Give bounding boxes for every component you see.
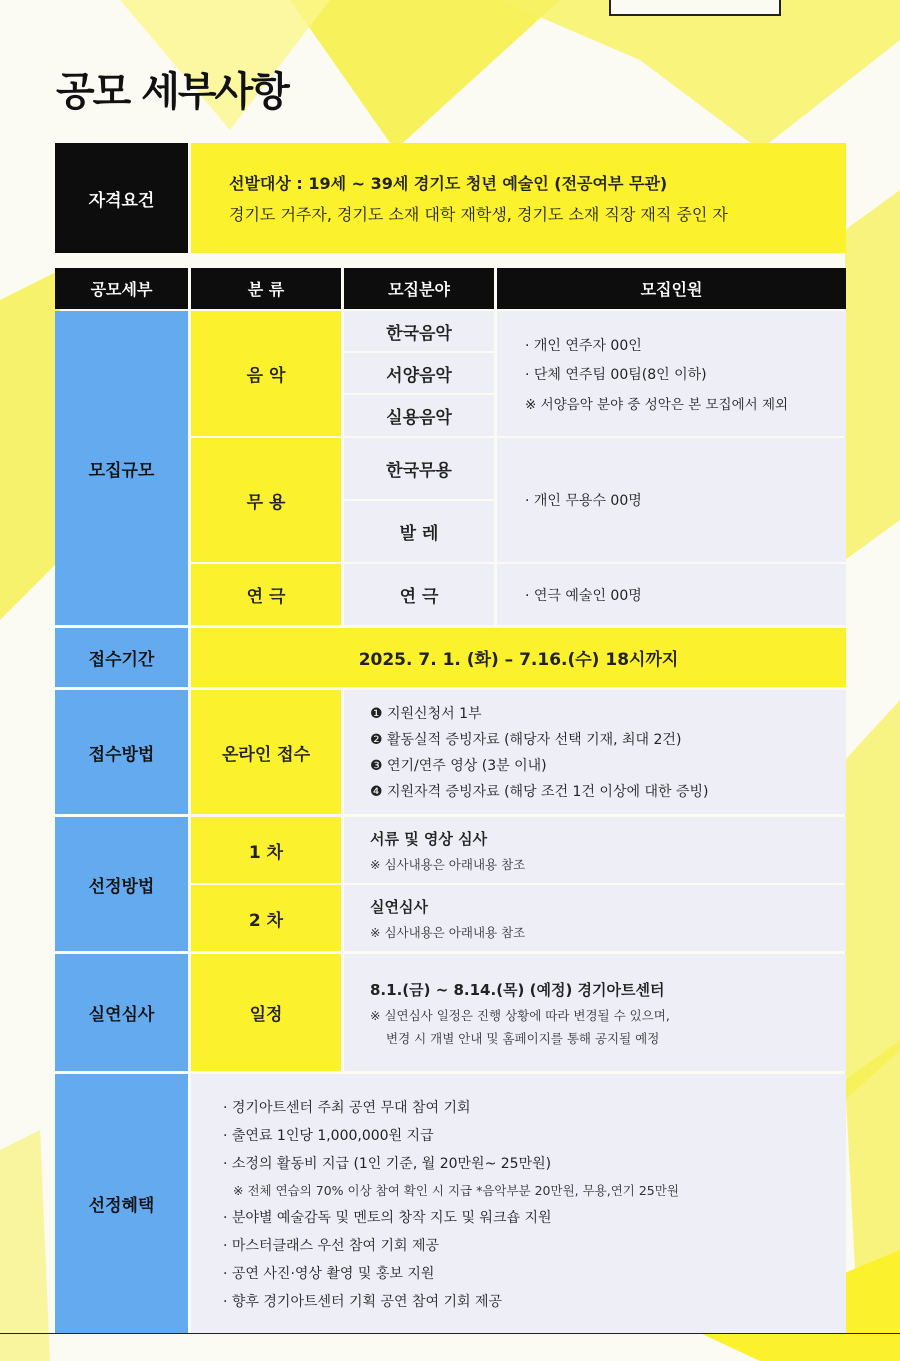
benefit-item-4-note: ※ 전체 연습의 70% 이상 참여 확인 시 지급 *음악부분 20만원, 무용,연기 25만원 [233,1182,679,1198]
eligibility-line-1: 선발대상 : 19세 ~ 39세 경기도 청년 예술인 (전공여부 무관) [229,174,668,193]
benefits-label: 선정혜택 [55,1074,188,1333]
field-korean-dance: 한국무용 [344,438,494,499]
selection-round-1-title: 서류 및 영상 심사 [370,829,488,848]
method-item-2: ❷ 활동실적 증빙자료 (해당자 선택 기재, 최대 2건) [370,732,682,748]
dance-details [497,438,846,562]
music-detail-3: ※ 서양음악 분야 중 성악은 본 모집에서 제외 [525,396,789,413]
selection-round-2-title: 실연심사 [370,897,428,916]
field-popular-music: 실용음악 [344,395,494,436]
music-category: 음 악 [191,311,341,436]
method-items [344,690,846,814]
audition-note-2: 변경 시 개별 안내 및 홈페이지를 통해 공지될 예정 [386,1030,660,1046]
music-detail-1: · 개인 연주자 00인 [525,337,642,354]
field-western-music: 서양음악 [344,353,494,393]
benefit-item-1: · 경기아트센터 주최 공연 무대 참여 기회 [223,1099,471,1116]
header-col-field: 모집분야 [344,268,494,309]
header-col-category: 공모세부 [55,268,188,309]
benefit-item-8: · 향후 경기아트센터 기획 공연 참여 기회 제공 [223,1293,503,1310]
audition-note-1: ※ 실연심사 일정은 진행 상황에 따라 변경될 수 있으며, [370,1007,670,1023]
selection-round-1-detail [344,817,846,883]
benefit-item-7: · 공연 사진·영상 촬영 및 홍보 지원 [223,1265,435,1282]
page-title: 공모 세부사항 [56,69,288,115]
selection-round-2: 2 차 [191,885,341,951]
music-detail-2: · 단체 연주팀 00팀(8인 이하) [525,366,707,383]
benefit-item-6: · 마스터클래스 우선 참여 기회 제공 [223,1237,440,1254]
method-type: 온라인 접수 [191,690,341,814]
dance-detail-1: · 개인 무용수 00명 [525,493,642,509]
method-item-1: ❶ 지원신청서 1부 [370,706,482,722]
theater-detail-1: · 연극 예술인 00명 [525,587,642,604]
benefit-item-5: · 분야별 예술감독 및 멘토의 창작 지도 및 워크숍 지원 [223,1209,552,1226]
benefit-item-3: · 소정의 활동비 지급 (1인 기준, 월 20만원~ 25만원) [223,1155,552,1172]
method-item-3: ❸ 연기/연주 영상 (3분 이내) [370,758,547,774]
benefit-item-2: · 출연료 1인당 1,000,000원 지급 [223,1127,434,1144]
audition-title: 8.1.(금) ~ 8.14.(목) (예정) 경기아트센터 [370,980,665,999]
field-korean-music: 한국음악 [344,311,494,351]
eligibility-content [191,143,846,253]
theater-details [497,564,846,625]
selection-round-1: 1 차 [191,817,341,883]
benefits-list [191,1074,846,1333]
period-label: 접수기간 [55,628,188,687]
selection-round-2-note: ※ 심사내용은 아래내용 참조 [370,924,526,940]
eligibility-line-2: 경기도 거주자, 경기도 소재 대학 재학생, 경기도 소재 직장 재직 중인 자 [229,205,728,224]
header-col-headcount: 모집인원 [497,268,846,309]
period-value: 2025. 7. 1. (화) – 7.16.(수) 18시까지 [191,628,846,687]
header-col-type: 분 류 [191,268,341,309]
eligibility-label: 자격요건 [55,143,188,253]
audition-schedule-label: 일정 [191,954,341,1071]
field-ballet: 발 레 [344,501,494,562]
selection-round-2-detail [344,885,846,951]
method-item-4: ❹ 지원자격 증빙자료 (해당 조건 1건 이상에 대한 증빙) [370,784,709,800]
top-frame-box [609,0,781,16]
music-details [497,311,846,436]
recruitment-label: 모집규모 [55,311,188,625]
theater-category: 연 극 [191,564,341,625]
audition-detail [344,954,846,1071]
method-label: 접수방법 [55,690,188,814]
audition-label: 실연심사 [55,954,188,1071]
selection-label: 선정방법 [55,817,188,951]
dance-category: 무 용 [191,438,341,562]
field-theater: 연 극 [344,564,494,625]
bottom-divider [0,1333,900,1334]
selection-round-1-note: ※ 심사내용은 아래내용 참조 [370,856,526,872]
